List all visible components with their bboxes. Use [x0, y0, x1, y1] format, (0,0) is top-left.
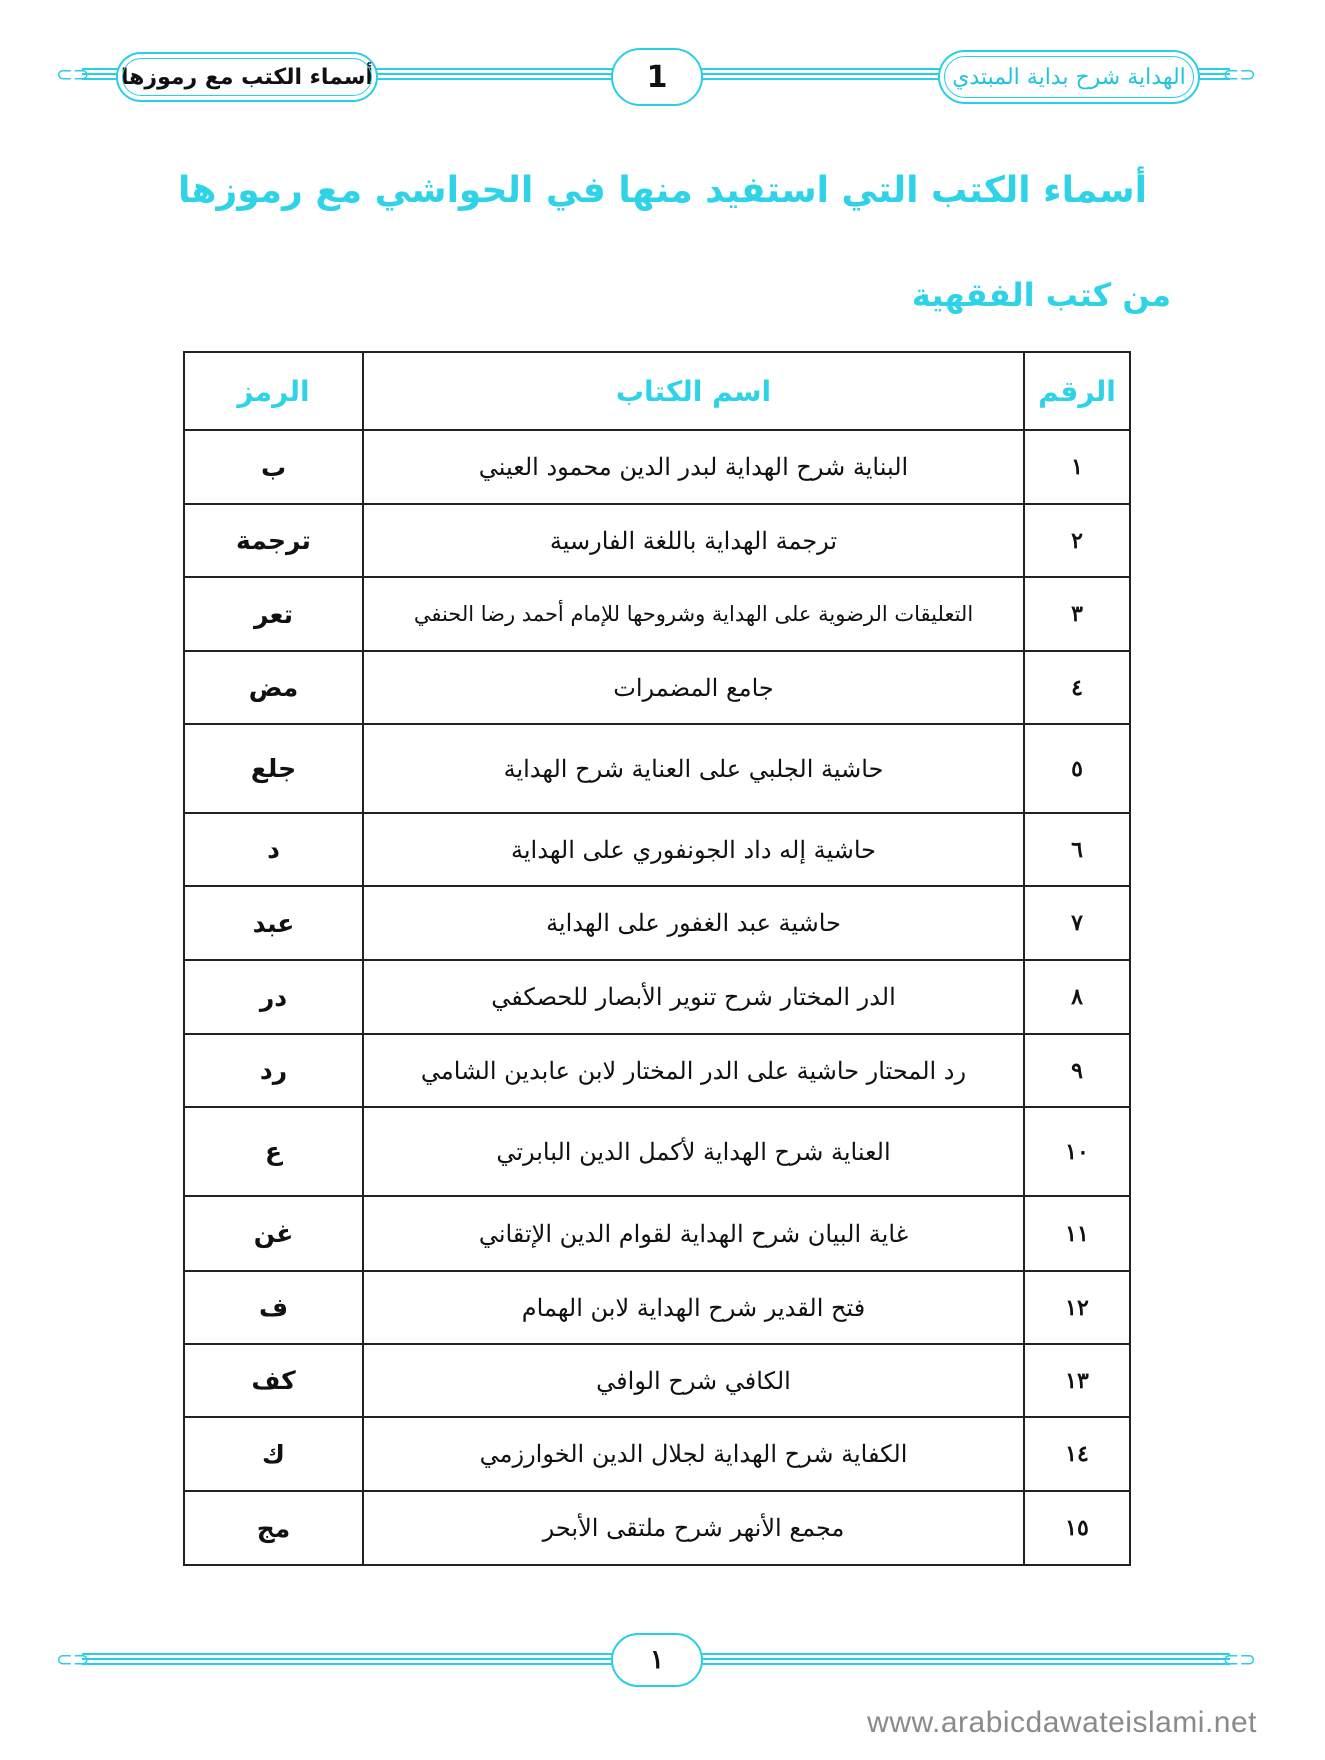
header-section-label — [116, 52, 378, 102]
table-row — [184, 1107, 1130, 1196]
footer-ornament-left-icon: ⊂⊃ — [56, 1647, 90, 1671]
row-number: ١٥ — [1024, 1491, 1130, 1565]
row-number: ١ — [1024, 430, 1130, 504]
row-code: غن — [184, 1196, 363, 1271]
header-book-name: اسم الكتاب — [363, 352, 1024, 430]
table-row — [184, 1344, 1130, 1417]
row-number: ٩ — [1024, 1034, 1130, 1107]
row-number: ٨ — [1024, 960, 1130, 1034]
row-book-name: فتح القدير شرح الهداية لابن الهمام — [363, 1271, 1024, 1344]
table-row — [184, 1196, 1130, 1271]
row-number: ٣ — [1024, 577, 1130, 651]
row-code: ع — [184, 1107, 363, 1196]
footer-page-number — [611, 1633, 703, 1687]
row-number: ١١ — [1024, 1196, 1130, 1271]
row-code: ف — [184, 1271, 363, 1344]
row-code: رد — [184, 1034, 363, 1107]
header-number: الرقم — [1024, 352, 1130, 430]
row-number: ٧ — [1024, 886, 1130, 960]
row-number: ٥ — [1024, 724, 1130, 813]
row-book-name: حاشية الجلبي على العناية شرح الهداية — [363, 724, 1024, 813]
row-book-name: التعليقات الرضوية على الهداية وشروحها للإمام أحمد رضا الحنفي — [363, 577, 1024, 651]
header-book-label — [938, 50, 1200, 104]
table-row — [184, 813, 1130, 886]
footer-ornament-right-icon: ⊂⊃ — [1222, 1647, 1256, 1671]
row-book-name: مجمع الأنهر شرح ملتقى الأبحر — [363, 1491, 1024, 1565]
row-book-name: الكفاية شرح الهداية لجلال الدين الخوارزمي — [363, 1417, 1024, 1491]
row-code: تعر — [184, 577, 363, 651]
table-row — [184, 504, 1130, 577]
row-code: در — [184, 960, 363, 1034]
row-number: ١٤ — [1024, 1417, 1130, 1491]
table-row — [184, 1491, 1130, 1565]
row-book-name: البناية شرح الهداية لبدر الدين محمود العيني — [363, 430, 1024, 504]
row-book-name: حاشية عبد الغفور على الهداية — [363, 886, 1024, 960]
row-code: عبد — [184, 886, 363, 960]
section-heading: من كتب الفقهية — [911, 276, 1171, 314]
row-number: ٤ — [1024, 651, 1130, 724]
row-code: ب — [184, 430, 363, 504]
site-url[interactable]: www.arabicdawateislami.net — [867, 1706, 1257, 1739]
row-number: ١٠ — [1024, 1107, 1130, 1196]
row-book-name: حاشية إله داد الجونفوري على الهداية — [363, 813, 1024, 886]
table-header-row — [184, 352, 1130, 430]
row-code: د — [184, 813, 363, 886]
table-row — [184, 960, 1130, 1034]
row-code: مج — [184, 1491, 363, 1565]
table-row — [184, 430, 1130, 504]
row-code: ك — [184, 1417, 363, 1491]
table-row — [184, 724, 1130, 813]
books-table — [183, 351, 1131, 1566]
table-row — [184, 651, 1130, 724]
table-row — [184, 1034, 1130, 1107]
row-book-name: غاية البيان شرح الهداية لقوام الدين الإتقاني — [363, 1196, 1024, 1271]
table-row — [184, 1417, 1130, 1491]
row-book-name: الكافي شرح الوافي — [363, 1344, 1024, 1417]
ornament-left-icon: ⊂⊃ — [56, 62, 90, 86]
row-code: كف — [184, 1344, 363, 1417]
row-book-name: رد المحتار حاشية على الدر المختار لابن عابدين الشامي — [363, 1034, 1024, 1107]
row-number: ٢ — [1024, 504, 1130, 577]
row-code: ترجمة — [184, 504, 363, 577]
row-book-name: جامع المضمرات — [363, 651, 1024, 724]
table-row — [184, 577, 1130, 651]
row-book-name: الدر المختار شرح تنوير الأبصار للحصكفي — [363, 960, 1024, 1034]
ornament-right-icon: ⊂⊃ — [1222, 62, 1256, 86]
row-number: ٦ — [1024, 813, 1130, 886]
row-number: ١٢ — [1024, 1271, 1130, 1344]
header-page-number — [611, 48, 703, 106]
row-code: جلع — [184, 724, 363, 813]
row-book-name: العناية شرح الهداية لأكمل الدين البابرتي — [363, 1107, 1024, 1196]
page-title: أسماء الكتب التي استفيد منها في الحواشي مع رموزها — [178, 170, 1147, 211]
header-page-number-text: 1 — [646, 59, 668, 95]
table-row — [184, 886, 1130, 960]
header-code: الرمز — [184, 352, 363, 430]
header-book-text: الهداية شرح بداية المبتدي — [952, 64, 1186, 90]
row-code: مض — [184, 651, 363, 724]
header-section-text: أسماء الكتب مع رموزها — [120, 64, 374, 90]
footer-page-number-text: ١ — [650, 1645, 664, 1675]
row-number: ١٣ — [1024, 1344, 1130, 1417]
row-book-name: ترجمة الهداية باللغة الفارسية — [363, 504, 1024, 577]
table-row — [184, 1271, 1130, 1344]
